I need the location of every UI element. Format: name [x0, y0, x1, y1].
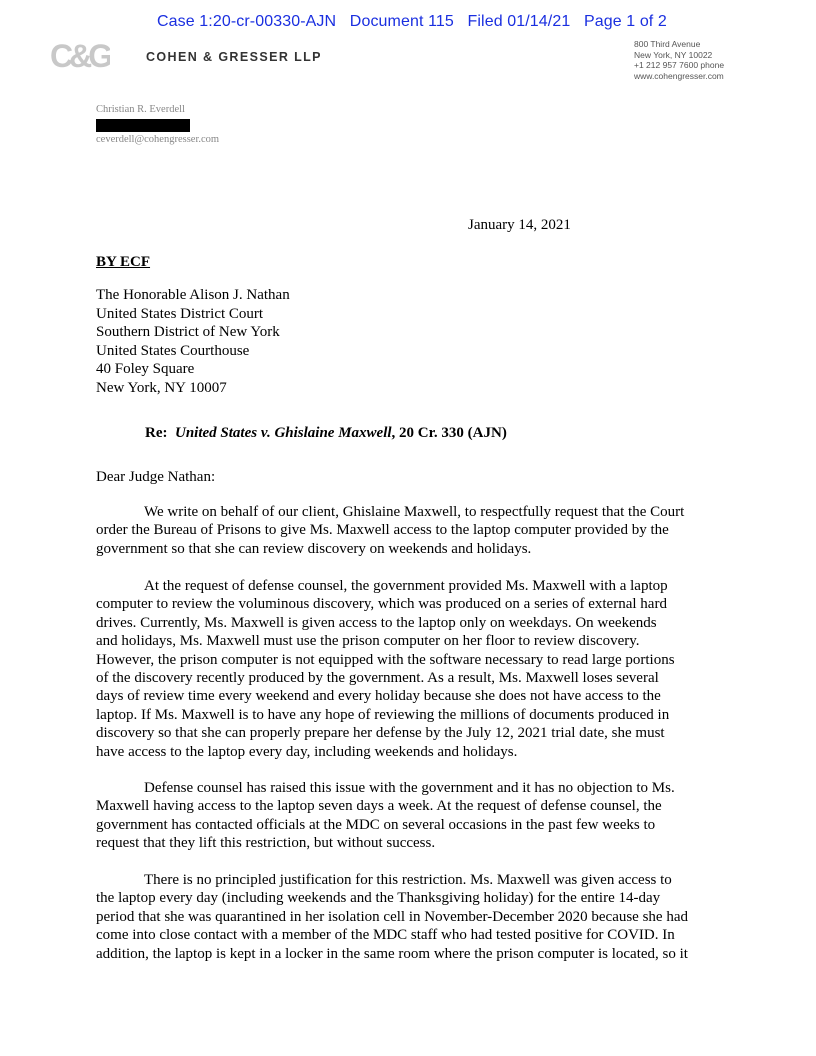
recipient-line: 40 Foley Square [96, 361, 195, 378]
case-filing-stamp: Case 1:20-cr-00330-AJN Document 115 Filed 01/14/21 Page 1 of 2 [157, 13, 667, 30]
recipient-line: United States Courthouse [96, 342, 250, 359]
paragraph-line: come into close contact with a member of the MDC staff who had tested positive for COVID. In [96, 927, 675, 944]
delivery-method: BY ECF [96, 254, 151, 270]
paragraph-line: request that they lift this restriction, but without success. [96, 835, 436, 852]
paragraph-line: computer to review the voluminous discovery, which was produced on a series of external hard [96, 596, 667, 613]
paragraph-line: addition, the laptop is kept in a locker in the same room where the prison computer is located, so it [96, 945, 688, 962]
address-street: 800 Third Avenue [634, 39, 701, 49]
firm-address [634, 39, 724, 81]
sender-name: Christian R. Everdell [96, 104, 185, 115]
paragraph-line: the laptop every day (including weekends and the Thanksgiving holiday) for the entire 14-day [96, 890, 661, 907]
re-case-number: , 20 Cr. 330 (AJN) [391, 425, 507, 441]
re-case-name: United States v. Ghislaine Maxwell [175, 425, 392, 441]
paragraph-line: government so that she can review discovery on weekends and holidays. [96, 540, 532, 557]
recipient-address [96, 286, 290, 398]
recipient-line: The Honorable Alison J. Nathan [96, 287, 290, 303]
recipient-line: Southern District of New York [96, 324, 280, 341]
paragraph-line: There is no principled justification for this restriction. Ms. Maxwell was given access to [144, 872, 672, 888]
recipient-line: United States District Court [96, 305, 264, 322]
re-line [145, 425, 507, 442]
letter-date: January 14, 2021 [468, 217, 571, 233]
paragraph-line: of the discovery recently produced by the government. As a result, Ms. Maxwell loses several [96, 670, 659, 687]
paragraph-line: Defense counsel has raised this issue with the government and it has no objection to Ms. [144, 780, 675, 796]
paragraph-line: days of review time every weekend and every holiday because she does not have access to the [96, 688, 661, 705]
paragraph-line: However, the prison computer is not equipped with the software necessary to read large portions [96, 651, 675, 668]
sender-email: ceverdell@cohengresser.com [96, 134, 220, 145]
address-phone: +1 212 957 7600 phone [634, 60, 725, 70]
paragraph-line: At the request of defense counsel, the government provided Ms. Maxwell with a laptop [144, 578, 668, 594]
body-paragraph [96, 577, 724, 761]
svg-text:C&G: C&G [50, 38, 110, 72]
paragraph-line: discovery so that she can properly prepare her defense by the July 12, 2021 trial date, she must [96, 725, 665, 742]
redaction-bar [96, 119, 190, 132]
paragraph-line: period that she was quarantined in her isolation cell in November-December 2020 because she had [96, 908, 688, 925]
sender-block [96, 103, 219, 147]
paragraph-line: We write on behalf of our client, Ghislaine Maxwell, to respectfully request that the Court [144, 504, 685, 520]
paragraph-line: Maxwell having access to the laptop seven days a week. At the request of defense counsel, the [96, 798, 662, 815]
address-city: New York, NY 10022 [634, 49, 713, 60]
firm-logo [50, 38, 110, 72]
recipient-line: New York, NY 10007 [96, 379, 227, 396]
body-paragraph [96, 503, 724, 558]
firm-name: COHEN & GRESSER LLP [146, 50, 322, 64]
body-paragraph [96, 871, 724, 963]
paragraph-line: government has contacted officials at the MDC on several occasions in the past few weeks to [96, 816, 656, 833]
paragraph-line: drives. Currently, Ms. Maxwell is given access to the laptop only on weekdays. On weekends [96, 614, 657, 631]
address-website: www.cohengresser.com [634, 70, 724, 81]
salutation: Dear Judge Nathan: [96, 469, 216, 485]
paragraph-line: order the Bureau of Prisons to give Ms. Maxwell access to the laptop computer provided by the [96, 522, 669, 539]
paragraph-line: laptop. If Ms. Maxwell is to have any hope of reviewing the millions of documents produced in [96, 706, 670, 723]
body-paragraph [96, 779, 724, 853]
re-label: Re: [145, 425, 168, 441]
paragraph-line: and holidays, Ms. Maxwell must use the prison computer on her floor to review discovery. [96, 633, 640, 650]
paragraph-line: have access to the laptop every day, including weekends and holidays. [96, 743, 518, 760]
